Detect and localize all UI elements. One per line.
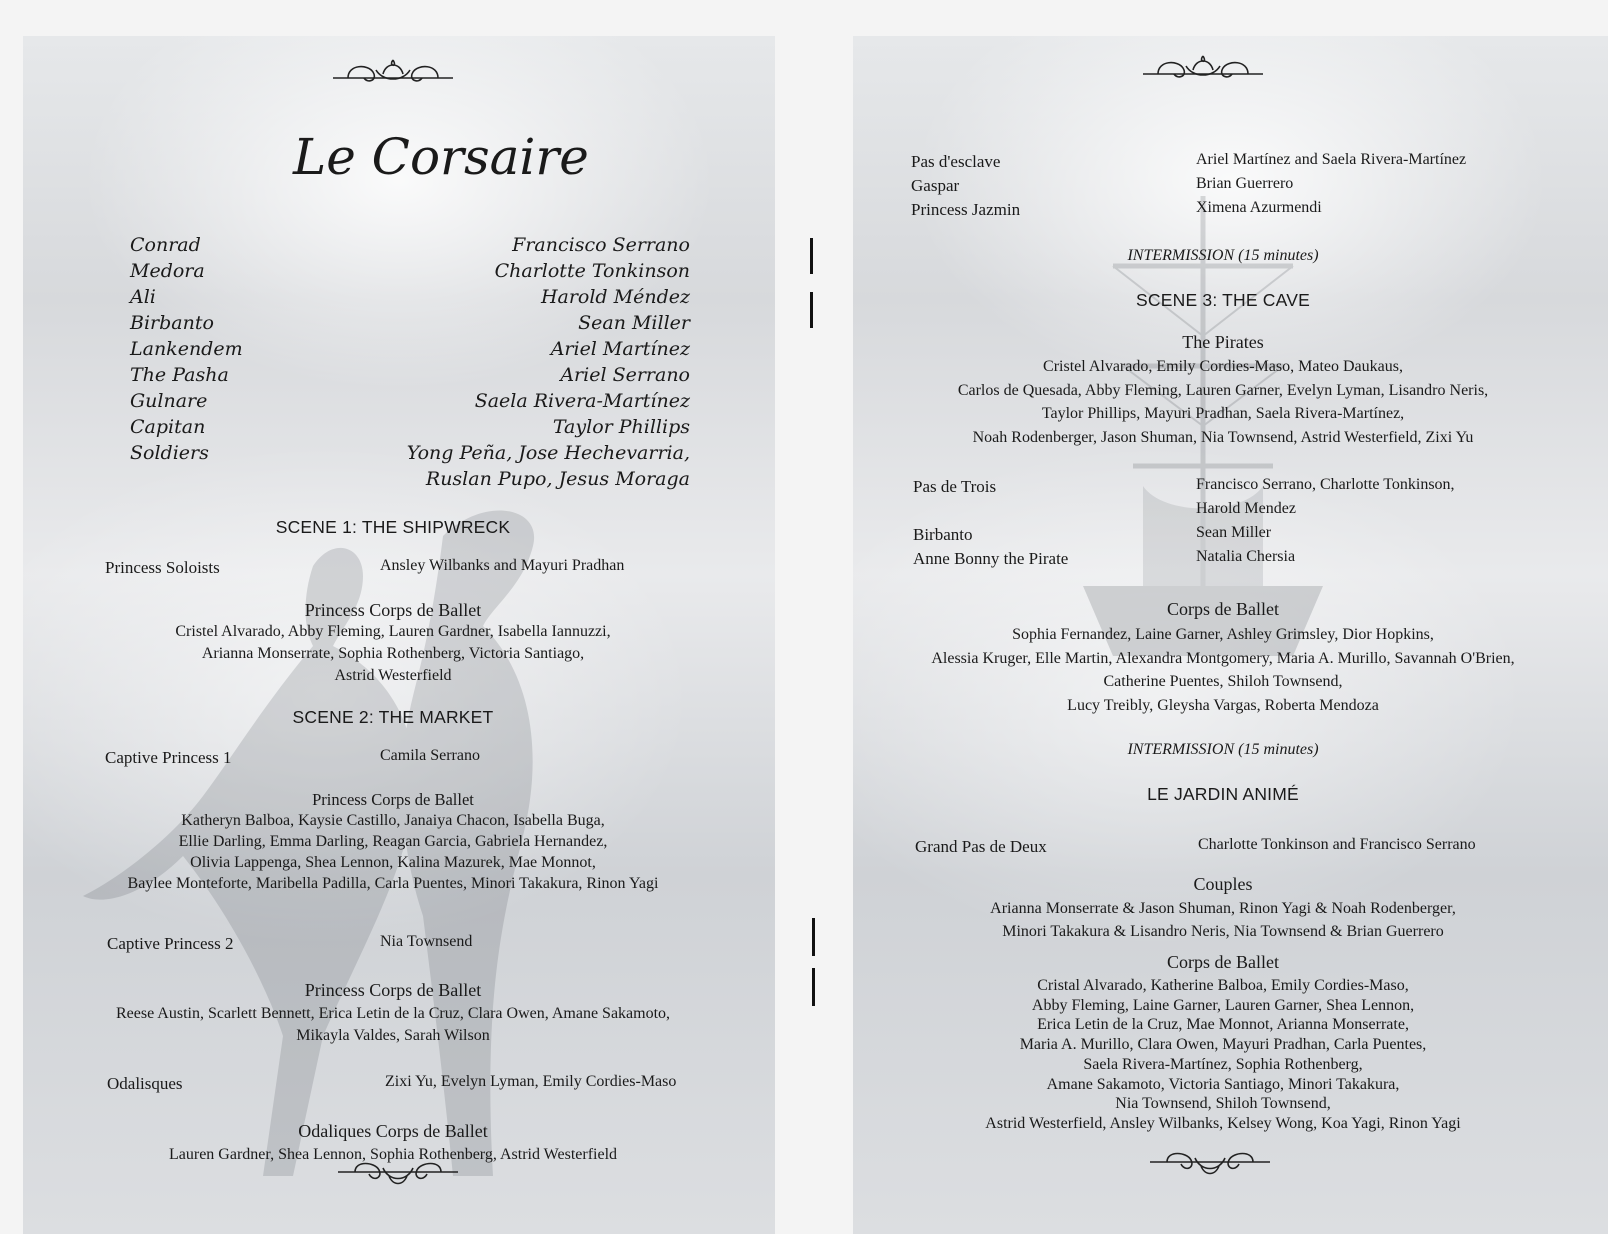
princess-soloists-role: Princess Soloists (105, 558, 220, 577)
principal-roles-list (130, 234, 690, 494)
princess-soloists-dancers: Ansley Wilbanks and Mayuri Pradhan (380, 557, 625, 574)
names-line: Carlos de Quesada, Abby Fleming, Lauren Garner, Evelyn Lyman, Lisandro Neris, (957, 381, 1489, 399)
dancer-name: Saela Rivera-Martínez (474, 390, 690, 412)
dancer-name: Ariel Serrano (560, 364, 690, 386)
jardin-corps-title: Corps de Ballet (1167, 952, 1279, 972)
names-line: Sophia Fernandez, Laine Garner, Ashley Grimsley, Dior Hopkins, (1012, 626, 1434, 643)
names-line: Cristel Alvarado, Abby Fleming, Lauren Gardner, Isabella Iannuzzi, (175, 623, 611, 640)
names-line: Amane Sakamoto, Victoria Santiago, Minori Takakura, (1046, 1075, 1400, 1093)
dancer-name: Harold Méndez (540, 286, 690, 308)
anne-bonny-dancer: Natalia Chersia (1196, 548, 1296, 565)
dancer-name: Ruslan Pupo, Jesus Moraga (425, 468, 690, 490)
scene3-corps-title: Corps de Ballet (1167, 599, 1279, 619)
names-line: Reese Austin, Scarlett Bennett, Erica Letin de la Cruz, Clara Owen, Amane Sakamoto, (115, 1005, 671, 1022)
grand-pas-de-deux-dancers: Charlotte Tonkinson and Francisco Serrano (1198, 836, 1476, 853)
scene2-corps2-title: Princess Corps de Ballet (304, 980, 482, 1000)
princess-jazmin-dancer: Ximena Azurmendi (1196, 199, 1322, 216)
names-line: Lucy Treibly, Gleysha Vargas, Roberta Mendoza (1067, 696, 1379, 714)
pas-desclave-dancers: Ariel Martínez and Saela Rivera-Martínez (1196, 151, 1467, 168)
flourish-ornament-bottom-icon (333, 1156, 463, 1190)
role-row (130, 260, 690, 286)
names-line: Alessia Kruger, Elle Martin, Alexandra Montgomery, Maria A. Murillo, Savannah O'Brien, (931, 649, 1515, 667)
role-name: The Pasha (130, 364, 229, 386)
names-line: Cristal Alvarado, Katherine Balboa, Emily Cordies-Maso, (1037, 977, 1409, 994)
role-name: Lankendem (130, 338, 243, 360)
scene2-heading: SCENE 2: THE MARKET (292, 707, 494, 727)
anne-bonny-role: Anne Bonny the Pirate (913, 549, 1069, 568)
page-title: Le Corsaire (293, 128, 589, 186)
binding-mark (810, 238, 813, 274)
right-program-page (853, 36, 1608, 1234)
pirates-title: The Pirates (1182, 332, 1264, 352)
flourish-ornament-top-icon (1138, 52, 1268, 86)
scene1-corps-title: Princess Corps de Ballet (304, 600, 482, 620)
pas-de-trois-role: Pas de Trois (913, 477, 997, 496)
odaliques-corps-names: Lauren Gardner, Shea Lennon, Sophia Rothenberg, Astrid Westerfield (168, 1146, 618, 1163)
names-line: Arianna Monserrate & Jason Shuman, Rinon Yagi & Noah Rodenberger, (990, 900, 1456, 917)
dancer-name: Yong Peña, Jose Hechevarria, (406, 442, 690, 464)
names-line: Minori Takakura & Lisandro Neris, Nia Townsend & Brian Guerrero (1002, 923, 1444, 940)
dancer-name: Ariel Martínez (550, 338, 690, 360)
dancer-name: Charlotte Tonkinson (494, 260, 690, 282)
pas-de-trois-dancers: Harold Mendez (1196, 500, 1296, 517)
role-row (130, 312, 690, 338)
captive-princess-1-role: Captive Princess 1 (105, 748, 232, 767)
birbanto-dancer: Sean Miller (1196, 524, 1272, 541)
princess-jazmin-role: Princess Jazmin (911, 200, 1021, 219)
intermission-2: INTERMISSION (15 minutes) (1127, 741, 1319, 758)
captive-princess-2-role: Captive Princess 2 (107, 934, 234, 953)
dancer-name: Francisco Serrano (512, 234, 690, 256)
role-name: Soldiers (130, 442, 209, 464)
scene2-corps2-names (23, 1003, 763, 1047)
role-name: Gulnare (130, 390, 208, 412)
names-line: Mikayla Valdes, Sarah Wilson (296, 1027, 490, 1044)
gaspar-role: Gaspar (911, 176, 960, 195)
role-name: Birbanto (130, 312, 214, 334)
names-line: Baylee Monteforte, Maribella Padilla, Carla Puentes, Minori Takakura, Rinon Yagi (127, 875, 659, 892)
binding-mark (810, 292, 813, 328)
gaspar-dancer: Brian Guerrero (1196, 175, 1294, 192)
odalisques-role: Odalisques (107, 1074, 183, 1093)
names-line: Taylor Phillips, Mayuri Pradhan, Saela Rivera-Martínez, (1041, 405, 1405, 422)
scene3-corps-names (853, 623, 1593, 717)
intermission-1: INTERMISSION (15 minutes) (1127, 247, 1319, 264)
flourish-ornament-top-icon (328, 56, 458, 90)
flourish-ornament-bottom-icon (1145, 1146, 1275, 1180)
captive-princess-1-dancer: Camila Serrano (380, 747, 480, 764)
role-name: Ali (130, 286, 156, 308)
jardin-heading: LE JARDIN ANIMÉ (1147, 784, 1299, 804)
scene2-corps1-names (23, 810, 763, 894)
couples-names (853, 897, 1593, 943)
names-line: Ellie Darling, Emma Darling, Reagan Garcia, Gabriela Hernandez, (178, 833, 608, 850)
dancer-name: Sean Miller (578, 312, 690, 334)
scene1-heading: SCENE 1: THE SHIPWRECK (275, 517, 511, 537)
grand-pas-de-deux-role: Grand Pas de Deux (915, 837, 1047, 856)
names-line: Catherine Puentes, Shiloh Townsend, (1103, 673, 1343, 690)
dancer-name: Taylor Phillips (552, 416, 690, 438)
odalisques-dancers: Zixi Yu, Evelyn Lyman, Emily Cordies-Maso (385, 1073, 677, 1090)
captive-princess-2-dancer: Nia Townsend (380, 933, 473, 950)
names-line: Arianna Monserrate, Sophia Rothenberg, Victoria Santiago, (201, 645, 585, 662)
names-line: Maria A. Murillo, Clara Owen, Mayuri Pradhan, Carla Puentes, (1019, 1036, 1427, 1054)
role-row (130, 364, 690, 390)
jardin-corps-names (853, 976, 1593, 1134)
names-line: Noah Rodenberger, Jason Shuman, Nia Townsend, Astrid Westerfield, Zixi Yu (972, 428, 1474, 446)
binding-mark (812, 918, 815, 956)
birbanto-role: Birbanto (913, 525, 973, 544)
binding-mark (812, 968, 815, 1006)
names-line: Astrid Westerfield (334, 667, 452, 684)
names-line: Olivia Lappenga, Shea Lennon, Kalina Mazurek, Mae Monnot, (190, 854, 596, 871)
role-name: Capitan (130, 416, 206, 438)
scene2-corps1-title: Princess Corps de Ballet (312, 790, 474, 809)
role-name: Conrad (130, 234, 201, 256)
role-row-continued (130, 468, 690, 494)
scene1-corps-names (23, 621, 763, 687)
couples-title: Couples (1193, 874, 1253, 894)
role-row (130, 234, 690, 260)
names-line: Astrid Westerfield, Ansley Wilbanks, Kelsey Wong, Koa Yagi, Rinon Yagi (985, 1114, 1461, 1132)
pas-desclave-role: Pas d'esclave (911, 152, 1001, 171)
names-line: Abby Fleming, Laine Garner, Lauren Garner, Shea Lennon, (1031, 996, 1415, 1014)
role-row (130, 442, 690, 468)
pirates-names (853, 355, 1593, 449)
names-line: Erica Letin de la Cruz, Mae Monnot, Arianna Monserrate, (1037, 1016, 1409, 1034)
names-line: Cristel Alvarado, Emily Cordies-Maso, Mateo Daukaus, (1043, 358, 1403, 375)
role-row (130, 390, 690, 416)
role-row (130, 338, 690, 364)
role-row (130, 286, 690, 312)
names-line: Nia Townsend, Shiloh Townsend, (1115, 1095, 1331, 1113)
pas-de-trois-dancers: Francisco Serrano, Charlotte Tonkinson, (1196, 476, 1455, 493)
left-program-page (23, 36, 775, 1234)
role-row (130, 416, 690, 442)
names-line: Katheryn Balboa, Kaysie Castillo, Janaiya Chacon, Isabella Buga, (181, 812, 605, 829)
odaliques-corps-title: Odaliques Corps de Ballet (298, 1121, 488, 1141)
role-name: Medora (130, 260, 205, 282)
scene3-heading: SCENE 3: THE CAVE (1136, 290, 1310, 310)
names-line: Saela Rivera-Martínez, Sophia Rothenberg, (1083, 1055, 1363, 1073)
